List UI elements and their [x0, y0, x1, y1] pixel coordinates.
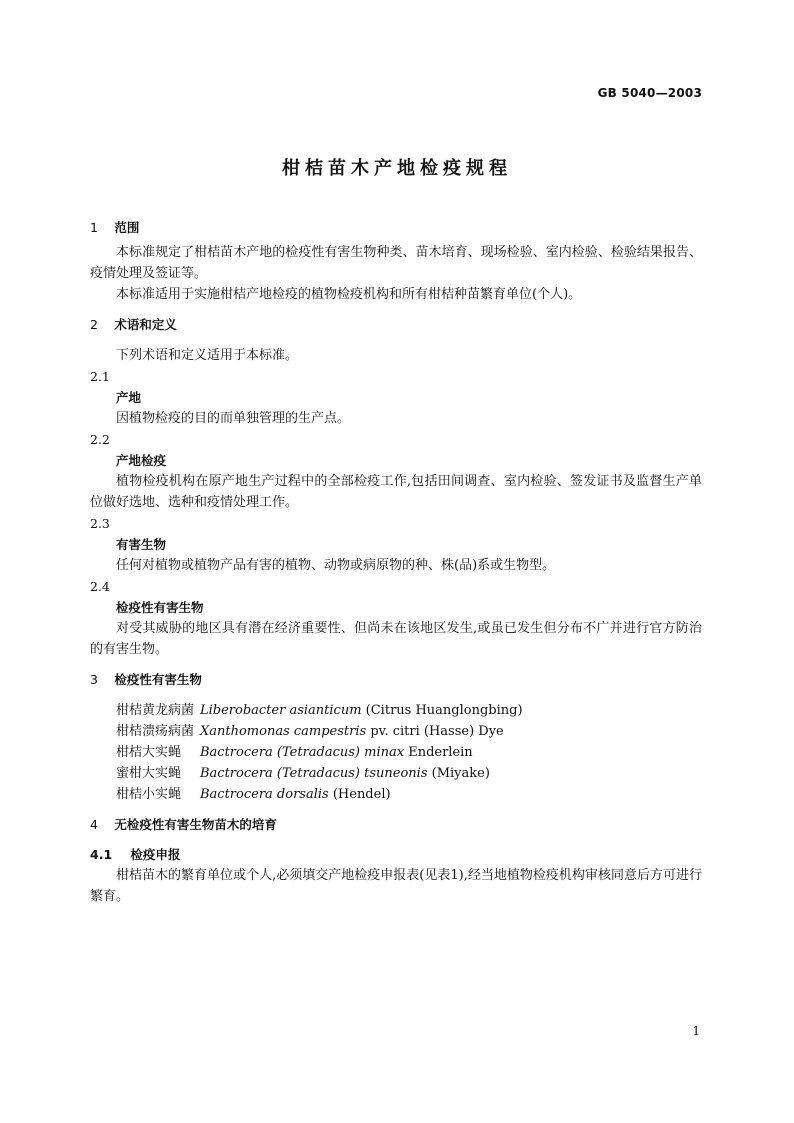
- subsection-number: 4.1: [90, 847, 113, 862]
- term-definition: 植物检疫机构在原产地生产过程中的全部检疫工作,包括田间调查、室内检验、签发证书及监督生产单位做好选地、选种和疫情处理工作。: [90, 474, 702, 510]
- list-item: [90, 742, 702, 763]
- term-name: 产地: [116, 390, 142, 405]
- pest-scientific-name: Xanthomonas campestris: [200, 724, 367, 739]
- term-number: 2.4: [90, 579, 110, 594]
- list-item: [90, 784, 702, 805]
- pest-authority: pv. citri (Hasse) Dye: [366, 724, 504, 739]
- pest-list: [90, 700, 702, 805]
- pest-scientific-name: Bactrocera dorsalis: [200, 787, 329, 802]
- pest-scientific-name: Bactrocera (Tetradacus) tsuneonis: [200, 766, 428, 781]
- pest-authority: (Hendel): [328, 787, 391, 802]
- term-definition: 因植物检疫的目的而单独管理的生产点。: [116, 411, 351, 426]
- section-heading-cultivation: [90, 815, 702, 835]
- pest-common-name: 柑桔大实蝇: [116, 745, 182, 760]
- term-number: 2.1: [90, 369, 110, 384]
- document-body: [90, 218, 702, 907]
- paragraph: 本标准规定了柑桔苗木产地的检疫性有害生物种类、苗木培育、现场检验、室内检验、检验结果报告、疫情处理及签证等。: [90, 245, 702, 281]
- standard-code: GB 5040—2003: [597, 86, 702, 100]
- page-number: 1: [692, 1024, 700, 1038]
- term-name: 有害生物: [116, 537, 167, 552]
- paragraph: 柑桔苗木的繁育单位或个人,必须填交产地检疫申报表(见表1),经当地植物检疫机构审核同意后方可进行繁育。: [90, 868, 702, 904]
- section-title: 范围: [114, 220, 140, 235]
- paragraph: 本标准适用于实施柑桔产地检疫的植物检疫机构和所有柑桔种苗繁育单位(个人)。: [116, 287, 582, 302]
- section-heading-scope: [90, 218, 702, 238]
- list-item: [90, 700, 702, 721]
- page-title: 柑桔苗木产地检疫规程: [282, 158, 512, 179]
- pest-authority: (Miyake): [427, 766, 490, 781]
- section-number: 1: [90, 220, 98, 235]
- section-title: 无检疫性有害生物苗木的培育: [114, 817, 277, 832]
- term-name: 产地检疫: [116, 453, 167, 468]
- pest-scientific-name: Liberobacter asianticum: [200, 703, 362, 718]
- section-title: 术语和定义: [114, 317, 177, 332]
- pest-authority: Enderlein: [404, 745, 473, 760]
- section-heading-terms: [90, 315, 702, 335]
- subsection-title: 检疫申报: [130, 847, 181, 862]
- term-definition: 对受其威胁的地区具有潜在经济重要性、但尚未在该地区发生,或虽已发生但分布不广并进行官方防治的有害生物。: [90, 621, 702, 657]
- term-number: 2.2: [90, 432, 110, 447]
- term-number: 2.3: [90, 516, 110, 531]
- pest-scientific-name: Bactrocera (Tetradacus) minax: [200, 745, 405, 760]
- section-number: 3: [90, 672, 98, 687]
- subsection-heading-declaration: [90, 845, 702, 865]
- pest-authority: (Citrus Huanglongbing): [361, 703, 523, 718]
- pest-common-name: 蜜柑大实蝇: [116, 766, 182, 781]
- paragraph: 下列术语和定义适用于本标准。: [116, 348, 299, 363]
- section-title: 检疫性有害生物: [114, 672, 202, 687]
- term-name: 检疫性有害生物: [116, 600, 204, 615]
- pest-common-name: 柑桔溃疡病菌: [116, 724, 195, 739]
- section-number: 2: [90, 317, 98, 332]
- term-definition: 任何对植物或植物产品有害的植物、动物或病原物的种、株(品)系或生物型。: [116, 558, 556, 573]
- pest-common-name: 柑桔黄龙病菌: [116, 703, 195, 718]
- pest-common-name: 柑桔小实蝇: [116, 787, 182, 802]
- list-item: [90, 721, 702, 742]
- list-item: [90, 763, 702, 784]
- section-heading-pests: [90, 670, 702, 690]
- section-number: 4: [90, 817, 98, 832]
